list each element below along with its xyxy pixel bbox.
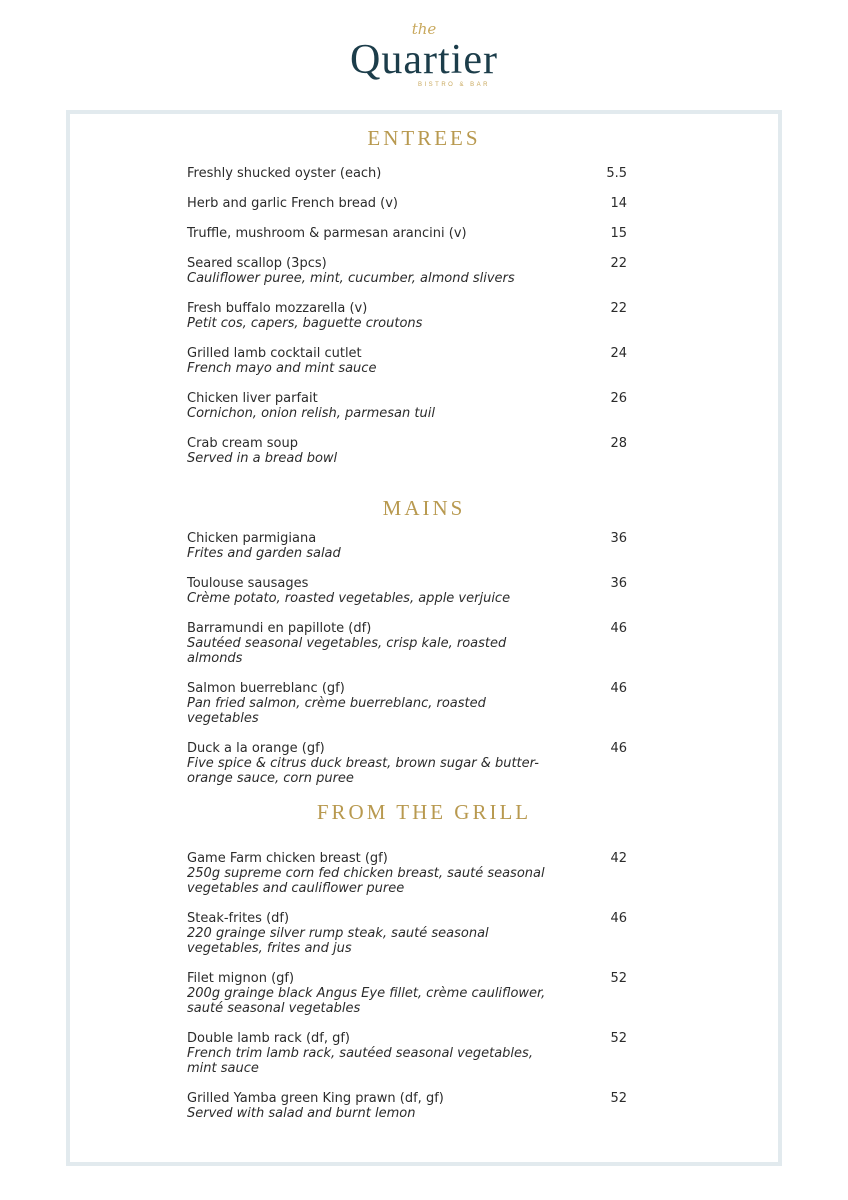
item-price: 46: [610, 741, 627, 756]
item-name: Duck a la orange (gf): [187, 741, 325, 756]
item-price: 28: [610, 436, 627, 451]
item-price: 5.5: [606, 166, 627, 181]
menu-item: [187, 301, 647, 331]
item-description: 220 grainge silver rump steak, sauté seasonal vegetables, frites and jus: [187, 926, 489, 956]
item-price: 52: [610, 971, 627, 986]
item-price: 22: [610, 301, 627, 316]
item-price: 15: [610, 226, 627, 241]
item-name: Grilled Yamba green King prawn (df, gf): [187, 1091, 444, 1106]
item-description: Served with salad and burnt lemon: [187, 1106, 416, 1121]
item-description: 200g grainge black Angus Eye fillet, crème cauliflower, sauté seasonal vegetables: [187, 986, 546, 1016]
menu-item: [187, 256, 647, 286]
item-description: Pan fried salmon, crème buerreblanc, roasted vegetables: [187, 696, 486, 726]
menu-item: [187, 196, 647, 211]
item-name: Chicken liver parfait: [187, 391, 318, 406]
item-price: 46: [610, 911, 627, 926]
item-description: Cauliflower puree, mint, cucumber, almond slivers: [187, 271, 515, 286]
section-entrees: [187, 166, 647, 481]
item-description: Sautéed seasonal vegetables, crisp kale, roasted almonds: [187, 636, 507, 666]
item-price: 52: [610, 1031, 627, 1046]
item-price: 36: [610, 531, 627, 546]
menu-item: [187, 436, 647, 466]
item-name: Freshly shucked oyster (each): [187, 166, 382, 181]
menu-item: [187, 971, 647, 1016]
item-description: Five spice & citrus duck breast, brown sugar & butter-orange sauce, corn puree: [187, 756, 539, 786]
item-price: 22: [610, 256, 627, 271]
section-heading-grill: FROM THE GRILL: [316, 800, 532, 824]
item-price: 52: [610, 1091, 627, 1106]
section-mains: [187, 531, 647, 801]
item-name: Chicken parmigiana: [187, 531, 317, 546]
item-description: Frites and garden salad: [187, 546, 341, 561]
item-description: 250g supreme corn fed chicken breast, sauté seasonal vegetables and cauliflower puree: [187, 866, 545, 896]
item-description: Crème potato, roasted vegetables, apple verjuice: [187, 591, 511, 606]
logo-tagline: BISTRO & BAR: [417, 82, 490, 88]
menu-item: [187, 911, 647, 956]
item-price: 24: [610, 346, 627, 361]
menu-item: [187, 851, 647, 896]
item-name: Crab cream soup: [187, 436, 298, 451]
item-price: 14: [610, 196, 627, 211]
item-name: Fresh buffalo mozzarella (v): [187, 301, 368, 316]
item-name: Filet mignon (gf): [187, 971, 295, 986]
menu-item: [187, 166, 647, 181]
menu-item: [187, 1031, 647, 1076]
item-description: Served in a bread bowl: [187, 451, 338, 466]
item-name: Game Farm chicken breast (gf): [187, 851, 388, 866]
item-name: Herb and garlic French bread (v): [187, 196, 399, 211]
item-description: French trim lamb rack, sautéed seasonal vegetables, mint sauce: [187, 1046, 533, 1076]
menu-item: [187, 1091, 647, 1121]
item-name: Truffle, mushroom & parmesan arancini (v): [187, 226, 467, 241]
menu-item: [187, 531, 647, 561]
logo-name: Quartier: [350, 37, 498, 83]
item-price: 46: [610, 621, 627, 636]
item-name: Barramundi en papillote (df): [187, 621, 372, 636]
item-name: Double lamb rack (df, gf): [187, 1031, 351, 1046]
item-description: Cornichon, onion relish, parmesan tuil: [187, 406, 435, 421]
menu-item: [187, 681, 647, 726]
item-name: Salmon buerreblanc (gf): [187, 681, 345, 696]
item-price: 36: [610, 576, 627, 591]
logo: [0, 18, 848, 88]
section-heading-mains: MAINS: [382, 496, 466, 520]
logo-the: the: [411, 20, 437, 38]
section-heading-entrees: ENTREES: [367, 126, 481, 150]
menu-item: [187, 226, 647, 241]
item-description: Petit cos, capers, baguette croutons: [187, 316, 423, 331]
item-name: Steak-frites (df): [187, 911, 290, 926]
menu-item: [187, 576, 647, 606]
item-name: Toulouse sausages: [187, 576, 309, 591]
menu-item: [187, 621, 647, 666]
item-name: Seared scallop (3pcs): [187, 256, 327, 271]
item-price: 26: [610, 391, 627, 406]
item-name: Grilled lamb cocktail cutlet: [187, 346, 362, 361]
menu-item: [187, 346, 647, 376]
menu-item: [187, 741, 647, 786]
item-price: 42: [610, 851, 627, 866]
item-description: French mayo and mint sauce: [187, 361, 377, 376]
section-grill: [187, 851, 647, 1136]
item-price: 46: [610, 681, 627, 696]
menu-item: [187, 391, 647, 421]
